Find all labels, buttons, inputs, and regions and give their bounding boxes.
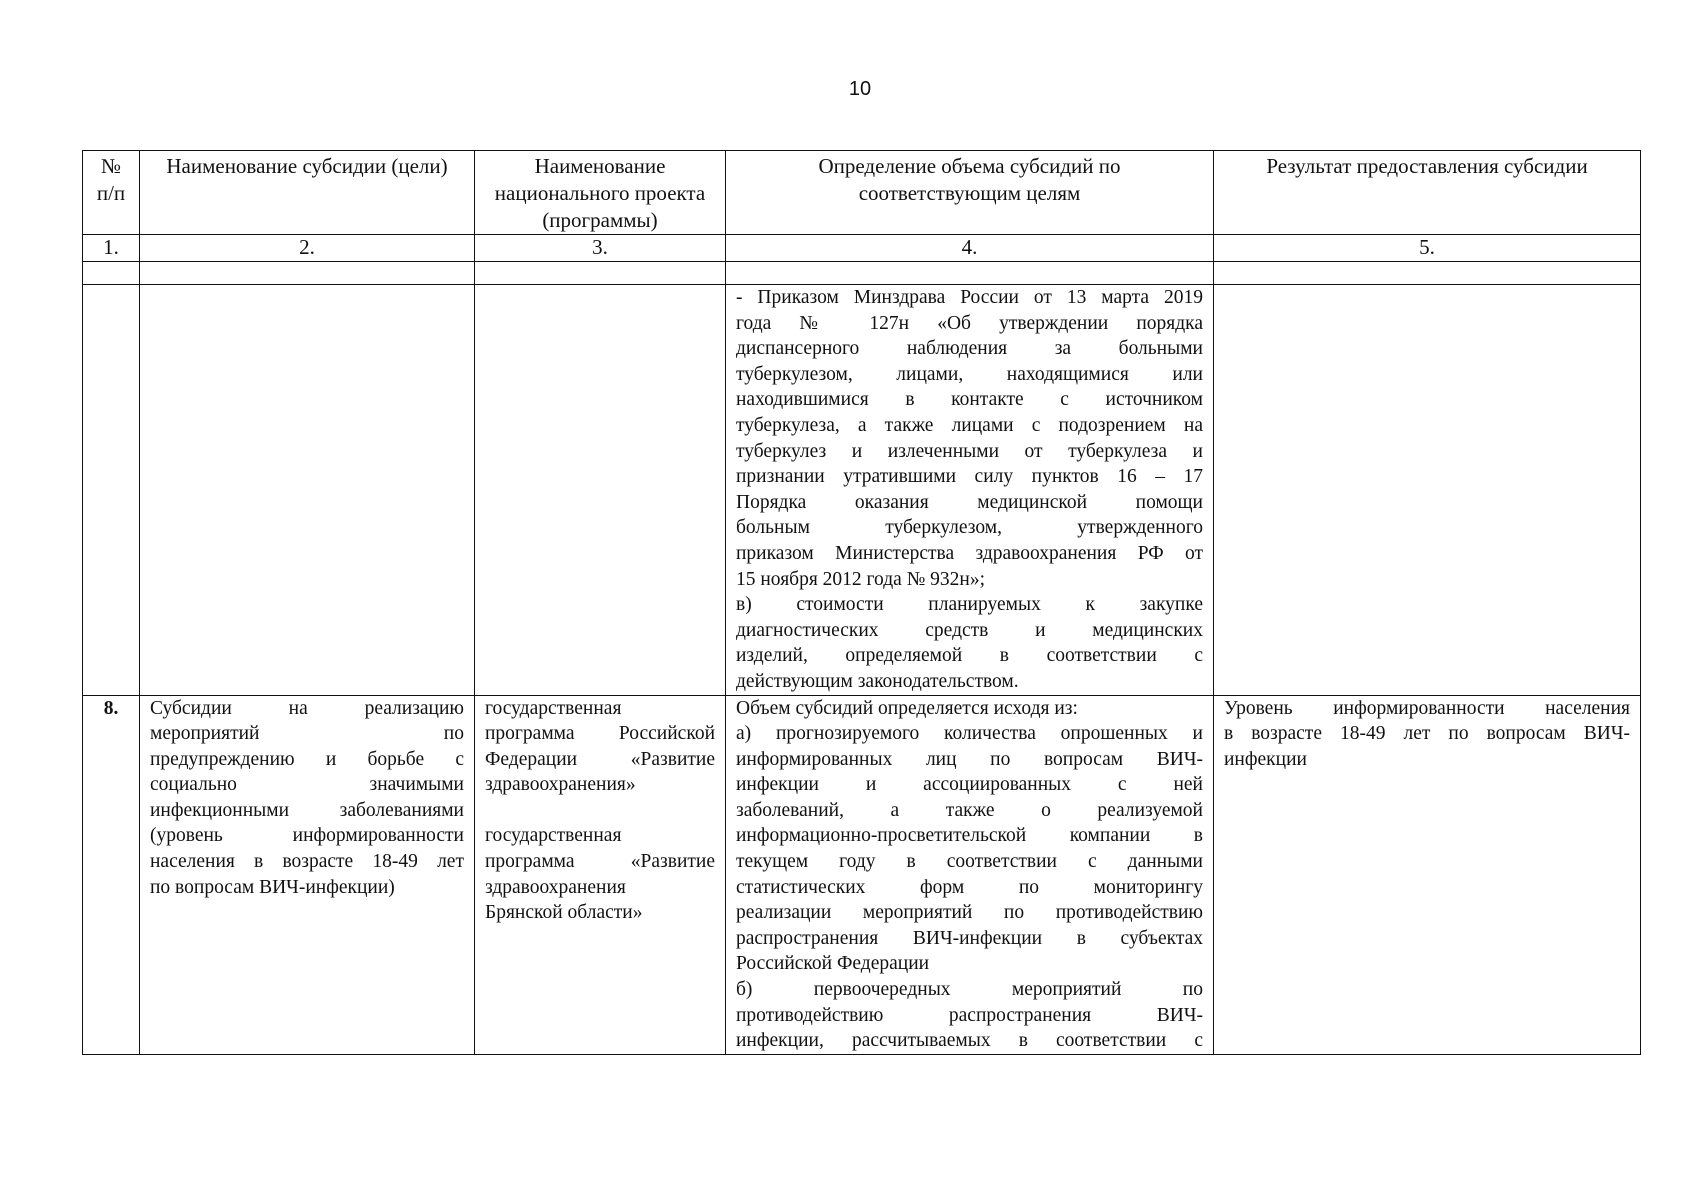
text-line: населения в возрасте 18-49 лет	[150, 851, 464, 873]
table-row-continued	[83, 285, 1641, 696]
text-line: по вопросам ВИЧ-инфекции)	[150, 876, 395, 898]
text-line: в) стоимости планируемых к закупке	[736, 594, 1203, 616]
text-line: инфекции, рассчитываемых в соответствии с	[736, 1030, 1203, 1052]
header-subsidy-name: Наименование субсидии (цели)	[140, 151, 475, 235]
text-line: предупреждению и борьбе с	[150, 748, 464, 770]
text-line: диспансерного наблюдения за больными	[736, 338, 1203, 360]
empty-cell	[475, 285, 726, 696]
text-line: программа «Развитие	[485, 851, 715, 873]
text-line: противодействию распространения ВИЧ-	[736, 1004, 1203, 1026]
text-line: Субсидии на реализацию	[150, 697, 464, 719]
empty-cell	[1214, 262, 1641, 285]
text-line: текущем году в соответствии с данными	[736, 851, 1203, 873]
text-line: реализации мероприятий по противодействию	[736, 902, 1203, 924]
text-line: Порядка оказания медицинской помощи	[736, 491, 1203, 513]
text-line: информационно-просветительской компании в	[736, 825, 1203, 847]
text-line: - Приказом Минздрава России от 13 марта 2019	[736, 287, 1203, 308]
page-number: 10	[848, 78, 872, 100]
result-cell	[1214, 695, 1641, 1054]
text-line: инфекции	[1224, 748, 1307, 770]
subsidy-table	[82, 150, 1641, 1055]
text-line: туберкулез и излеченными от туберкулеза и	[736, 440, 1203, 462]
text-line: мероприятий по	[150, 723, 464, 745]
text-line: находившимися в контакте с источником	[736, 389, 1203, 411]
text-line: статистических форм по мониторингу	[736, 876, 1203, 898]
text-line: Федерации «Развитие	[485, 748, 715, 770]
empty-cell	[1214, 285, 1641, 696]
column-number: 1.	[83, 235, 140, 262]
header-number: № п/п	[83, 151, 140, 235]
header-result: Результат предоставления субсидии	[1214, 151, 1641, 235]
text-line: 15 ноября 2012 года № 932н»;	[736, 568, 986, 590]
empty-cell	[140, 285, 475, 696]
spacer-row	[83, 262, 1641, 285]
row-number: 8.	[83, 695, 140, 1054]
text-line: государственная	[485, 697, 622, 719]
empty-cell	[475, 262, 726, 285]
volume-definition-cell	[726, 285, 1214, 696]
empty-cell	[83, 285, 140, 696]
text-line: (уровень информированности	[150, 825, 464, 847]
empty-cell	[726, 262, 1214, 285]
national-project-cell	[475, 695, 726, 1054]
header-row	[83, 151, 1641, 235]
text-line: диагностических средств и медицинских	[736, 619, 1203, 641]
text-line: туберкулезом, лицами, находящимися или	[736, 363, 1203, 385]
text-line: изделий, определяемой в соответствии с	[736, 645, 1203, 667]
text-line: б) первоочередных мероприятий по	[736, 979, 1203, 1001]
column-number: 3.	[475, 235, 726, 262]
text-line: здравоохранения	[485, 876, 626, 898]
column-numbers-row	[83, 235, 1641, 262]
text-line: информированных лиц по вопросам ВИЧ-	[736, 748, 1203, 770]
text-line: инфекции и ассоциированных с ней	[736, 774, 1203, 796]
text-line: Уровень информированности населения	[1224, 697, 1630, 719]
subsidy-name-cell	[140, 695, 475, 1054]
text-line: Брянской области»	[485, 902, 643, 924]
paragraph-gap	[485, 798, 715, 824]
text-line: больным туберкулезом, утвержденного	[736, 517, 1203, 539]
table-row-8	[83, 695, 1641, 1054]
text-line: Объем субсидий определяется исходя из:	[736, 697, 1078, 719]
text-line: в возрасте 18-49 лет по вопросам ВИЧ-	[1224, 723, 1630, 745]
text-line: заболеваний, а также о реализуемой	[736, 799, 1203, 821]
header-national-project: Наименование национального проекта (программы)	[475, 151, 726, 235]
empty-cell	[83, 262, 140, 285]
text-line: здравоохранения»	[485, 774, 636, 796]
text-line: действующим законодательством.	[736, 670, 1019, 692]
header-volume-definition: Определение объема субсидий по соответствующим целям	[726, 151, 1214, 235]
column-number: 4.	[726, 235, 1214, 262]
text-line: приказом Министерства здравоохранения РФ от	[736, 542, 1203, 564]
text-line: социально значимыми	[150, 774, 464, 796]
text-line: программа Российской	[485, 723, 715, 745]
text-line: распространения ВИЧ-инфекции в субъектах	[736, 927, 1203, 949]
column-number: 2.	[140, 235, 475, 262]
volume-definition-cell	[726, 695, 1214, 1054]
text-line: государственная	[485, 825, 622, 847]
text-line: признании утратившими силу пунктов 16 – 17	[736, 466, 1203, 488]
text-line: инфекционными заболеваниями	[150, 799, 464, 821]
text-line: года № 127н «Об утверждении порядка	[736, 312, 1203, 334]
text-line: Российской Федерации	[736, 953, 930, 975]
empty-cell	[140, 262, 475, 285]
text-line: туберкулеза, а также лицами с подозрением на	[736, 414, 1203, 436]
column-number: 5.	[1214, 235, 1641, 262]
text-line: а) прогнозируемого количества опрошенных и	[736, 723, 1203, 745]
